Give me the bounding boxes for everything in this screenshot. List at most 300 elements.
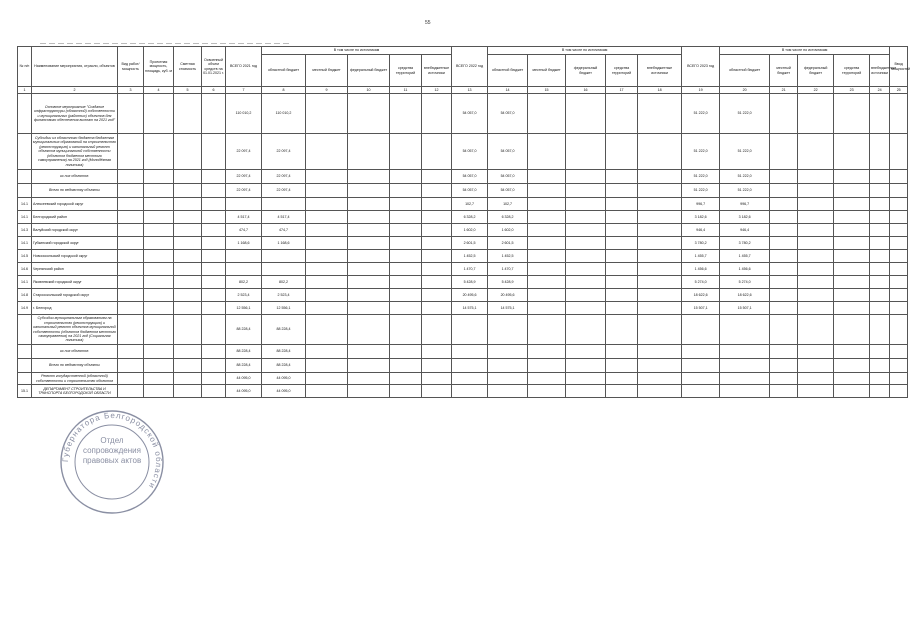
row-value-total21 bbox=[226, 263, 262, 276]
empty-cell bbox=[348, 224, 390, 237]
empty-cell bbox=[798, 385, 834, 398]
sub-header: местный бюджет bbox=[528, 55, 566, 87]
empty-cell bbox=[348, 345, 390, 359]
group-header-2023: В том числе по источникам bbox=[720, 47, 890, 55]
empty-cell bbox=[870, 359, 890, 373]
empty-cell bbox=[144, 134, 174, 170]
empty-cell bbox=[202, 263, 226, 276]
empty-cell bbox=[870, 302, 890, 315]
empty-cell bbox=[202, 198, 226, 211]
row-value-total23 bbox=[682, 315, 720, 345]
empty-cell bbox=[144, 263, 174, 276]
empty-cell bbox=[348, 315, 390, 345]
row-value-obl22: 1 602,0 bbox=[488, 224, 528, 237]
empty-cell bbox=[306, 385, 348, 398]
empty-cell bbox=[306, 276, 348, 289]
empty-cell bbox=[390, 359, 422, 373]
empty-cell bbox=[174, 94, 202, 134]
empty-cell bbox=[202, 345, 226, 359]
empty-cell bbox=[566, 224, 606, 237]
empty-cell bbox=[144, 250, 174, 263]
empty-cell bbox=[566, 385, 606, 398]
budget-table bbox=[17, 46, 908, 398]
empty-cell bbox=[528, 250, 566, 263]
row-number bbox=[18, 94, 32, 134]
group-header-2022: В том числе по источникам bbox=[488, 47, 682, 55]
row-number bbox=[18, 345, 32, 359]
row-number bbox=[18, 373, 32, 385]
empty-cell bbox=[770, 385, 798, 398]
row-value-total22: 20 495,6 bbox=[452, 289, 488, 302]
empty-cell bbox=[118, 134, 144, 170]
empty-cell bbox=[202, 250, 226, 263]
empty-cell bbox=[890, 315, 908, 345]
empty-cell bbox=[870, 315, 890, 345]
empty-cell bbox=[870, 345, 890, 359]
empty-cell bbox=[528, 385, 566, 398]
row-value-total23: 3 780,2 bbox=[682, 237, 720, 250]
row-number bbox=[18, 315, 32, 345]
empty-cell bbox=[422, 345, 452, 359]
empty-cell bbox=[834, 276, 870, 289]
col-header-estimate: Сметная стоимость bbox=[174, 47, 202, 87]
empty-cell bbox=[202, 359, 226, 373]
empty-cell bbox=[348, 211, 390, 224]
empty-cell bbox=[870, 263, 890, 276]
empty-cell bbox=[390, 211, 422, 224]
table-row bbox=[18, 170, 908, 184]
column-number: 2 bbox=[32, 87, 118, 94]
col-header-no: № п/п bbox=[18, 47, 32, 87]
empty-cell bbox=[638, 373, 682, 385]
empty-cell bbox=[834, 302, 870, 315]
table-row bbox=[18, 315, 908, 345]
row-number: 14.1 bbox=[18, 276, 32, 289]
row-value-obl22 bbox=[488, 315, 528, 345]
row-number: 14.9 bbox=[18, 302, 32, 315]
row-value-obl21: 44 095,0 bbox=[262, 385, 306, 398]
sub-header: федеральный бюджет bbox=[566, 55, 606, 87]
sub-header: областной бюджет bbox=[262, 55, 306, 87]
row-value-total22: 54 057,0 bbox=[452, 94, 488, 134]
row-value-total23: 3 182,6 bbox=[682, 211, 720, 224]
row-value-total22: 2 601,5 bbox=[452, 237, 488, 250]
column-number: 5 bbox=[174, 87, 202, 94]
row-value-obl21: 22 097,4 bbox=[262, 134, 306, 170]
empty-cell bbox=[638, 289, 682, 302]
row-value-obl22: 1 452,5 bbox=[488, 250, 528, 263]
sub-header: местный бюджет bbox=[770, 55, 798, 87]
empty-cell bbox=[174, 250, 202, 263]
row-value-total23 bbox=[682, 345, 720, 359]
empty-cell bbox=[306, 184, 348, 198]
row-value-obl22 bbox=[488, 359, 528, 373]
row-value-obl23: 996,7 bbox=[720, 198, 770, 211]
row-value-obl21: 22 097,4 bbox=[262, 184, 306, 198]
empty-cell bbox=[390, 170, 422, 184]
empty-cell bbox=[606, 385, 638, 398]
empty-cell bbox=[870, 170, 890, 184]
row-name: Чернянский район bbox=[32, 263, 118, 276]
empty-cell bbox=[870, 211, 890, 224]
table-row bbox=[18, 184, 908, 198]
table-row bbox=[18, 224, 908, 237]
row-value-obl23: 51 222,0 bbox=[720, 94, 770, 134]
empty-cell bbox=[606, 289, 638, 302]
empty-cell bbox=[638, 302, 682, 315]
row-name: Субсидии из областного бюджета бюджетам муниципальных образований на строительство (реконструкцию) и капитальный ремонт объектов муниципальной собственности (объектов бюджетов местного самоуправления) на 2021 год (Молодёжная политика) bbox=[32, 134, 118, 170]
empty-cell bbox=[798, 134, 834, 170]
empty-cell bbox=[422, 302, 452, 315]
empty-cell bbox=[770, 345, 798, 359]
row-value-total22: 54 057,0 bbox=[452, 134, 488, 170]
empty-cell bbox=[118, 94, 144, 134]
row-value-obl21 bbox=[262, 263, 306, 276]
table-row bbox=[18, 263, 908, 276]
empty-cell bbox=[770, 373, 798, 385]
empty-cell bbox=[348, 237, 390, 250]
seal-center-text: Отдел сопровождения правовых актов bbox=[82, 436, 142, 465]
empty-cell bbox=[202, 302, 226, 315]
empty-cell bbox=[606, 263, 638, 276]
empty-cell bbox=[870, 224, 890, 237]
empty-cell bbox=[770, 170, 798, 184]
empty-cell bbox=[770, 289, 798, 302]
row-value-total22: 1 452,5 bbox=[452, 250, 488, 263]
empty-cell bbox=[422, 134, 452, 170]
row-name: Всего по ведомству объекты bbox=[32, 184, 118, 198]
column-number: 8 bbox=[262, 87, 306, 94]
empty-cell bbox=[834, 134, 870, 170]
row-value-obl21: 4 517,4 bbox=[262, 211, 306, 224]
empty-cell bbox=[118, 289, 144, 302]
row-value-total21: 12 556,1 bbox=[226, 302, 262, 315]
empty-cell bbox=[306, 224, 348, 237]
row-name: Субсидии муниципальным образованиям на строительство (реконструкцию) и капитальный ремонт объектов муниципальной собственности (объектов бюджетов местного самоуправления) на 2021 год (Социальная политика) bbox=[32, 315, 118, 345]
empty-cell bbox=[890, 373, 908, 385]
row-value-obl23: 51 222,0 bbox=[720, 184, 770, 198]
empty-cell bbox=[606, 302, 638, 315]
empty-cell bbox=[118, 359, 144, 373]
column-number: 11 bbox=[390, 87, 422, 94]
empty-cell bbox=[566, 345, 606, 359]
row-value-obl22 bbox=[488, 345, 528, 359]
empty-cell bbox=[422, 315, 452, 345]
table-row bbox=[18, 385, 908, 398]
empty-cell bbox=[870, 385, 890, 398]
empty-cell bbox=[118, 315, 144, 345]
empty-cell bbox=[390, 345, 422, 359]
empty-cell bbox=[202, 373, 226, 385]
empty-cell bbox=[422, 198, 452, 211]
row-value-obl23: 3 780,2 bbox=[720, 237, 770, 250]
row-value-total23 bbox=[682, 373, 720, 385]
empty-cell bbox=[566, 134, 606, 170]
sub-header: внебюджетные источники bbox=[870, 55, 890, 87]
empty-cell bbox=[306, 134, 348, 170]
empty-cell bbox=[422, 94, 452, 134]
row-value-obl23: 946,4 bbox=[720, 224, 770, 237]
empty-cell bbox=[638, 170, 682, 184]
column-number: 1 bbox=[18, 87, 32, 94]
empty-cell bbox=[528, 237, 566, 250]
empty-cell bbox=[202, 315, 226, 345]
row-value-total23: 51 222,0 bbox=[682, 94, 720, 134]
empty-cell bbox=[390, 184, 422, 198]
empty-cell bbox=[890, 302, 908, 315]
empty-cell bbox=[798, 184, 834, 198]
column-number: 12 bbox=[422, 87, 452, 94]
empty-cell bbox=[422, 263, 452, 276]
empty-cell bbox=[118, 345, 144, 359]
empty-cell bbox=[566, 263, 606, 276]
empty-cell bbox=[606, 184, 638, 198]
table-row bbox=[18, 211, 908, 224]
empty-cell bbox=[606, 170, 638, 184]
row-value-total21: 110 010,2 bbox=[226, 94, 262, 134]
empty-cell bbox=[306, 359, 348, 373]
row-value-total21: 88 228,4 bbox=[226, 359, 262, 373]
row-value-obl23 bbox=[720, 315, 770, 345]
empty-cell bbox=[606, 359, 638, 373]
empty-cell bbox=[566, 237, 606, 250]
empty-cell bbox=[890, 345, 908, 359]
row-number: 14.6 bbox=[18, 263, 32, 276]
empty-cell bbox=[770, 276, 798, 289]
row-number bbox=[18, 134, 32, 170]
empty-cell bbox=[834, 359, 870, 373]
sub-header: федеральный бюджет bbox=[798, 55, 834, 87]
row-name: Новооскольский городской округ bbox=[32, 250, 118, 263]
empty-cell bbox=[606, 345, 638, 359]
empty-cell bbox=[890, 263, 908, 276]
empty-cell bbox=[566, 315, 606, 345]
empty-cell bbox=[638, 385, 682, 398]
row-value-obl22: 54 057,0 bbox=[488, 94, 528, 134]
row-value-total21: 22 097,4 bbox=[226, 170, 262, 184]
row-value-total21: 4 517,4 bbox=[226, 211, 262, 224]
row-value-obl22: 2 601,5 bbox=[488, 237, 528, 250]
row-value-obl22: 54 057,0 bbox=[488, 170, 528, 184]
empty-cell bbox=[566, 359, 606, 373]
empty-cell bbox=[144, 385, 174, 398]
empty-cell bbox=[890, 94, 908, 134]
empty-cell bbox=[348, 263, 390, 276]
column-number: 24 bbox=[870, 87, 890, 94]
empty-cell bbox=[144, 237, 174, 250]
empty-cell bbox=[144, 276, 174, 289]
row-value-total23: 1 456,6 bbox=[682, 263, 720, 276]
empty-cell bbox=[144, 289, 174, 302]
empty-cell bbox=[118, 184, 144, 198]
empty-cell bbox=[798, 170, 834, 184]
row-name: Всего по ведомству объекты bbox=[32, 359, 118, 373]
row-value-obl22: 5 428,9 bbox=[488, 276, 528, 289]
empty-cell bbox=[306, 170, 348, 184]
row-value-total23: 18 622,6 bbox=[682, 289, 720, 302]
row-value-obl23: 51 222,0 bbox=[720, 170, 770, 184]
row-value-obl22 bbox=[488, 385, 528, 398]
row-name: Валуйский городской округ bbox=[32, 224, 118, 237]
empty-cell bbox=[770, 198, 798, 211]
col-header-total-2021: ВСЕГО 2021 год bbox=[226, 47, 262, 87]
row-value-total23 bbox=[682, 359, 720, 373]
column-number: 3 bbox=[118, 87, 144, 94]
column-number: 7 bbox=[226, 87, 262, 94]
row-value-obl23 bbox=[720, 385, 770, 398]
empty-cell bbox=[422, 373, 452, 385]
empty-cell bbox=[834, 315, 870, 345]
empty-cell bbox=[422, 289, 452, 302]
empty-cell bbox=[770, 315, 798, 345]
empty-cell bbox=[390, 373, 422, 385]
empty-cell bbox=[770, 250, 798, 263]
empty-cell bbox=[798, 263, 834, 276]
row-value-total22: 5 428,9 bbox=[452, 276, 488, 289]
empty-cell bbox=[638, 237, 682, 250]
sub-header: областной бюджет bbox=[488, 55, 528, 87]
empty-cell bbox=[174, 289, 202, 302]
empty-cell bbox=[348, 184, 390, 198]
row-value-total21: 802,2 bbox=[226, 276, 262, 289]
empty-cell bbox=[528, 345, 566, 359]
empty-cell bbox=[770, 94, 798, 134]
empty-cell bbox=[890, 276, 908, 289]
empty-cell bbox=[174, 263, 202, 276]
column-number: 25 bbox=[890, 87, 908, 94]
row-value-total23: 5 274,0 bbox=[682, 276, 720, 289]
empty-cell bbox=[606, 315, 638, 345]
empty-cell bbox=[870, 237, 890, 250]
empty-cell bbox=[306, 211, 348, 224]
sub-header: внебюджетные источники bbox=[638, 55, 682, 87]
col-header-used: Освоенный объем средств на 01.01.2021 г. bbox=[202, 47, 226, 87]
empty-cell bbox=[144, 224, 174, 237]
empty-cell bbox=[202, 237, 226, 250]
empty-cell bbox=[348, 94, 390, 134]
empty-cell bbox=[528, 170, 566, 184]
empty-cell bbox=[390, 224, 422, 237]
row-value-total23: 51 222,0 bbox=[682, 184, 720, 198]
row-number bbox=[18, 170, 32, 184]
empty-cell bbox=[118, 224, 144, 237]
empty-cell bbox=[834, 198, 870, 211]
column-number: 6 bbox=[202, 87, 226, 94]
column-number: 19 bbox=[682, 87, 720, 94]
empty-cell bbox=[834, 170, 870, 184]
empty-cell bbox=[566, 373, 606, 385]
row-number: 14.5 bbox=[18, 250, 32, 263]
empty-cell bbox=[144, 373, 174, 385]
empty-cell bbox=[422, 237, 452, 250]
row-value-total22: 6 328,2 bbox=[452, 211, 488, 224]
empty-cell bbox=[528, 315, 566, 345]
empty-cell bbox=[174, 224, 202, 237]
col-header-work-type: Вид работ/ мощность bbox=[118, 47, 144, 87]
empty-cell bbox=[390, 385, 422, 398]
empty-cell bbox=[202, 94, 226, 134]
empty-cell bbox=[890, 211, 908, 224]
official-seal bbox=[58, 408, 166, 516]
sub-header: средства территорий bbox=[606, 55, 638, 87]
empty-cell bbox=[390, 315, 422, 345]
empty-cell bbox=[306, 315, 348, 345]
row-value-obl22: 1 470,7 bbox=[488, 263, 528, 276]
empty-cell bbox=[390, 198, 422, 211]
empty-cell bbox=[890, 198, 908, 211]
column-number: 14 bbox=[488, 87, 528, 94]
table-row bbox=[18, 359, 908, 373]
empty-cell bbox=[174, 345, 202, 359]
empty-cell bbox=[834, 94, 870, 134]
row-number: 14.3 bbox=[18, 224, 32, 237]
empty-cell bbox=[870, 94, 890, 134]
empty-cell bbox=[118, 170, 144, 184]
empty-cell bbox=[770, 237, 798, 250]
row-value-total21 bbox=[226, 250, 262, 263]
table-row bbox=[18, 276, 908, 289]
empty-cell bbox=[202, 184, 226, 198]
row-value-obl22: 20 495,6 bbox=[488, 289, 528, 302]
row-value-obl21: 110 010,2 bbox=[262, 94, 306, 134]
column-number: 16 bbox=[566, 87, 606, 94]
empty-cell bbox=[174, 373, 202, 385]
empty-cell bbox=[638, 184, 682, 198]
sub-header: областной бюджет bbox=[720, 55, 770, 87]
row-value-obl23: 5 274,0 bbox=[720, 276, 770, 289]
empty-cell bbox=[348, 170, 390, 184]
empty-cell bbox=[528, 289, 566, 302]
empty-cell bbox=[144, 345, 174, 359]
empty-cell bbox=[638, 250, 682, 263]
empty-cell bbox=[798, 211, 834, 224]
empty-cell bbox=[870, 184, 890, 198]
sub-header: федеральный бюджет bbox=[348, 55, 390, 87]
empty-cell bbox=[798, 198, 834, 211]
column-number: 9 bbox=[306, 87, 348, 94]
empty-cell bbox=[798, 94, 834, 134]
column-number: 23 bbox=[834, 87, 870, 94]
empty-cell bbox=[174, 211, 202, 224]
row-value-total22: 54 057,0 bbox=[452, 184, 488, 198]
row-value-obl23: 1 456,6 bbox=[720, 263, 770, 276]
empty-cell bbox=[770, 211, 798, 224]
row-value-total22: 102,7 bbox=[452, 198, 488, 211]
row-name: Яковлевский городской округ bbox=[32, 276, 118, 289]
empty-cell bbox=[528, 373, 566, 385]
empty-cell bbox=[566, 302, 606, 315]
empty-cell bbox=[144, 359, 174, 373]
table-row bbox=[18, 373, 908, 385]
row-value-obl22 bbox=[488, 373, 528, 385]
empty-cell bbox=[638, 359, 682, 373]
empty-cell bbox=[798, 359, 834, 373]
empty-cell bbox=[174, 134, 202, 170]
seal-ring-text: Губернатора Белгородской области bbox=[60, 410, 164, 491]
row-name: Губкинский городской округ bbox=[32, 237, 118, 250]
row-value-obl23 bbox=[720, 345, 770, 359]
empty-cell bbox=[390, 94, 422, 134]
empty-cell bbox=[174, 315, 202, 345]
empty-cell bbox=[798, 237, 834, 250]
empty-cell bbox=[798, 289, 834, 302]
row-value-obl21: 88 228,4 bbox=[262, 359, 306, 373]
empty-cell bbox=[870, 250, 890, 263]
row-value-total23: 946,4 bbox=[682, 224, 720, 237]
empty-cell bbox=[890, 184, 908, 198]
empty-cell bbox=[306, 302, 348, 315]
empty-cell bbox=[390, 237, 422, 250]
